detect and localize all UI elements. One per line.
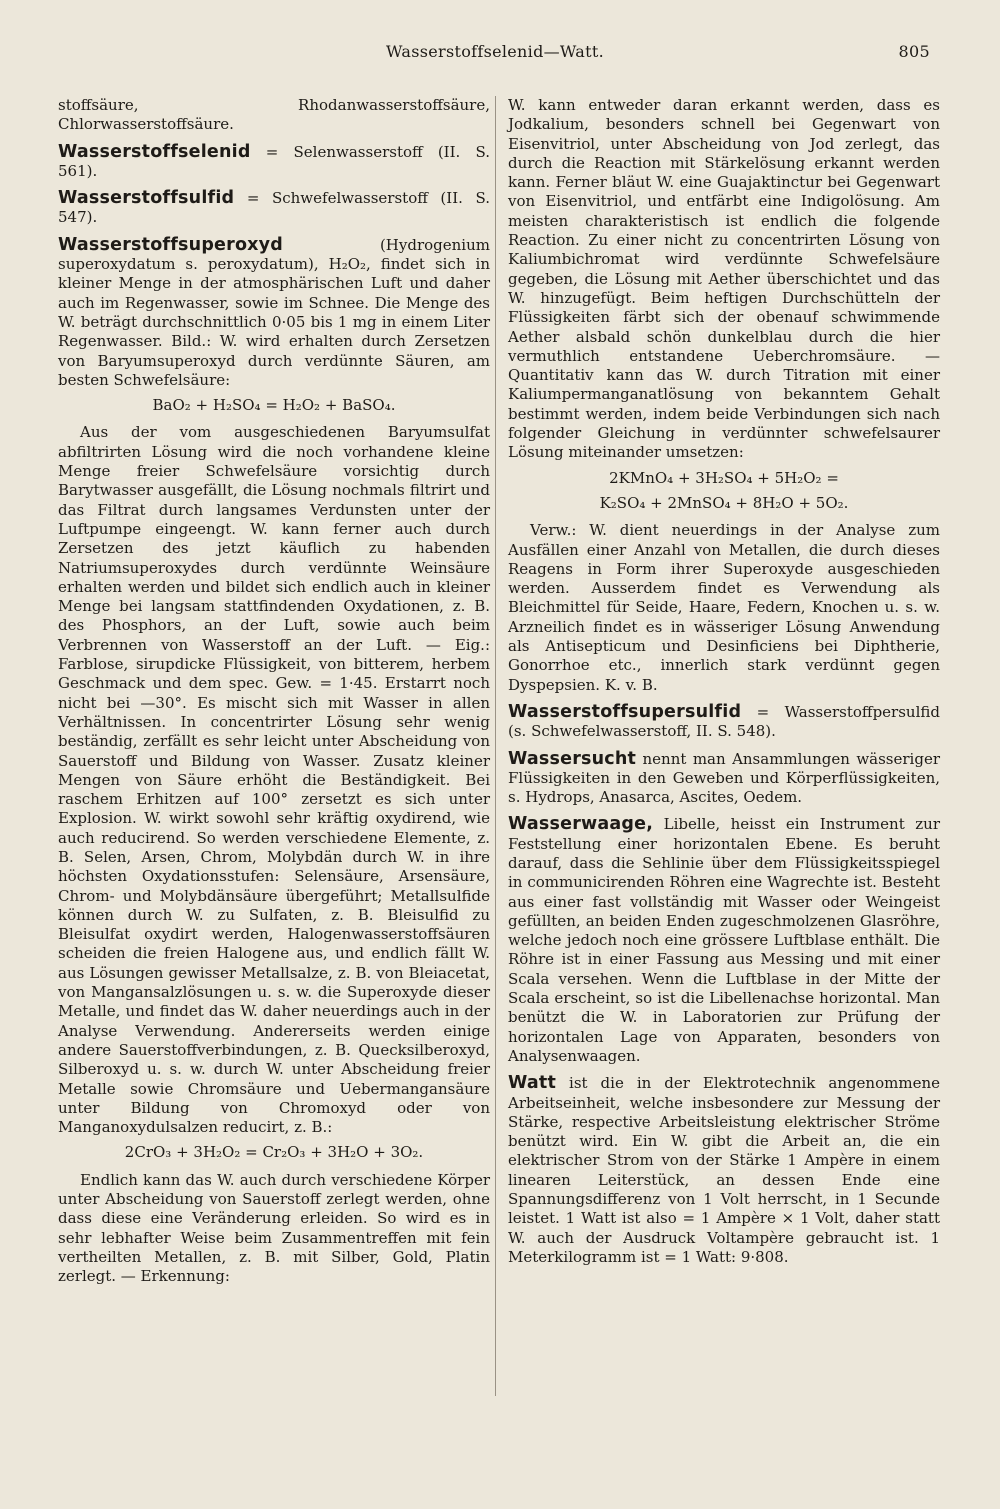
column-divider [495,96,496,1396]
entry-wasserstoffsulfid [58,189,490,228]
headword: Wasserwaage, [508,814,654,835]
headword: Wasserstoffsulfid [58,188,235,209]
header-title: Wasserstoffselenid—Watt. [386,42,604,61]
headword: Wasserstoffselenid [58,141,251,162]
running-header [60,42,930,72]
entry-wasserwaage [508,815,940,1066]
entry-text: = Selenwasserstoff (II. S. 561). [58,142,490,180]
entry-text: Libelle, heisst ein Instrument zur Feststellung einer horizontalen Ebene. Es beruht darauf, dass die Sehlinie über dem Flüssigkeitsspiegel in communicirenden Röhren eine Wagrechte ist. Besteht aus einer fast vollständig mit Wasser oder Weingeist gefüllten, an beiden Enden zugeschmolzenen Glasröhre, welche jedoch noch eine grössere Luftblase enthält. Die Röhre ist in einer Fassung aus Messing und mit einer Scala versehen. Wenn die Luftblase in der Mitte der Scala erscheint, so ist die Libellenachse horizontal. Man benützt die W. in Laboratorien zur Prüfung der horizontalen Lage von Apparaten, besonders von Analysenwaagen. [508,815,940,1065]
paragraph: Verw.: W. dient neuerdings in der Analyse zum Ausfällen einer Anzahl von Metallen, die durch dieses Reagens in Form ihrer Superoxyde ausgeschieden werden. Ausserdem findet es Verwendung als Bleichmittel für Seide, Haare, Federn, Knochen u. s. w. Arzneilich findet es in wässeriger Lösung Anwendung als Antisepticum und Desinficiens bei Diphtherie, Gonorrhoe etc., innerlich stark verdünnt gegen Dyspepsien. K. v. B. [508,521,940,694]
headword: Watt [508,1073,557,1094]
paragraph: Aus der vom ausgeschiedenen Baryumsulfat abfiltrirten Lösung wird die noch vorhandene kleine Menge freier Schwefelsäure vorsichtig durch Barytwasser ausgefällt, die Lösung nochmals filtrirt und das Filtrat durch langsames Verdunsten unter der Luftpumpe eingeengt. W. kann ferner auch durch Zersetzen des jetzt käuflich zu habenden Natriumsuperoxydes durch verdünnte Weinsäure erhalten werden und bildet sich endlich auch in kleiner Menge bei langsam stattfindenden Oxydationen, z. B. des Phosphors, an der Luft, sowie auch beim Verbrennen von Wasserstoff an der Luft. — Eig.: Farblose, sirupdicke Flüssigkeit, von bitterem, herbem Geschmack und dem spec. Gew. = 1·45. Erstarrt noch nicht bei —30°. Es mischt sich mit Wasser in allen Verhältnissen. In concentrirter Lösung sehr wenig beständig, zerfällt es sehr leicht unter Abscheidung von Sauerstoff und Bildung von Wasser. Zusatz kleiner Mengen von Säure erhöht die Beständigkeit. Bei raschem Erhitzen auf 100° zersetzt es sich unter Explosion. W. wirkt sowohl sehr kräftig oxydirend, wie auch reducirend. So werden verschiedene Elemente, z. B. Selen, Arsen, Chrom, Molybdän durch W. in ihre höchsten Oxydationsstufen: Selensäure, Arsensäure, Chrom- und Molybdänsäure übergeführt; Metallsulfide können durch W. zu Sulfaten, z. B. Bleisulfid zu Bleisulfat oxydirt werden, Halogenwasserstoffsäuren scheiden die freien Halogene aus, und endlich fällt W. aus Lösungen gewisser Metallsalze, z. B. von Bleiacetat, von Mangansalzlösungen u. s. w. die Superoxyde dieser Metalle, und findet das W. daher neuerdings auch in der Analyse Verwendung. Andererseits werden einige andere Sauerstoffverbindungen, z. B. Quecksilberoxyd, Silberoxyd u. s. w. durch W. unter Abscheidung freier Metalle sowie Chromsäure und Uebermangansäure unter Bildung von Chromoxyd oder von Manganoxydulsalzen reducirt, z. B.: [58,423,490,1137]
formula-permanganat-line2: K₂SO₄ + 2MnSO₄ + 8H₂O + 5O₂. [599,493,849,512]
headword: Wasserstoffsuperoxyd [58,234,283,255]
entry-text: (Hydrogenium superoxydatum s. peroxydatum), H₂O₂, findet sich in kleiner Menge in der atmosphärischen Luft und daher auch im Regenwasser, sowie im Schnee. Die Menge des W. beträgt durchschnittlich 0·05 bis 1 mg in einem Liter Regenwasser. Bild.: W. wird erhalten durch Zersetzen von Baryumsuperoxyd durch verdünnte Säuren, am besten Schwefelsäure: [58,235,490,389]
entry-wasserstoffsupersulfid [508,703,940,742]
entry-text: = Schwefelwasserstoff (II. S. 547). [58,189,490,227]
entry-wasserstoffselenid [58,143,490,182]
formula-chromsaeure: 2CrO₃ + 3H₂O₂ = Cr₂O₃ + 3H₂O + 3O₂. [124,1143,424,1162]
page-number: 805 [898,42,930,61]
formula-baryumsuperoxyd: BaO₂ + H₂SO₄ = H₂O₂ + BaSO₄. [152,396,396,415]
right-column [508,96,940,1273]
headword: Wasserstoffsupersulfid [508,701,742,722]
entry-watt [508,1074,940,1267]
entry-wassersucht [508,750,940,808]
continued-text: stoffsäure, Rhodanwasserstoffsäure, Chlorwasserstoffsäure. [58,96,490,134]
left-column [58,96,490,1293]
formula-permanganat-line1: 2KMnO₄ + 3H₂SO₄ + 5H₂O₂ = [609,468,839,487]
entry-text: ist die in der Elektrotechnik angenommene Arbeitseinheit, welche insbesondere zur Messung der Stärke, respective Arbeitsleistung elektrischer Ströme benützt wird. Ein W. gibt die Arbeit an, die ein elektrischer Strom von der Stärke 1 Ampère in einem linearen Leiterstück, an dessen Ende eine Spannungsdifferenz von 1 Volt herrscht, in 1 Secunde leistet. 1 Watt ist also = 1 Ampère × 1 Volt, daher statt W. auch der Ausdruck Voltampère gebraucht ist. 1 Meterkilogramm ist = 1 Watt: 9·808. [508,1074,940,1266]
paragraph: W. kann entweder daran erkannt werden, dass es Jodkalium, besonders schnell bei Gegenwart von Eisenvitriol, unter Abscheidung von Jod zerlegt, das durch die Reaction mit Stärkelösung erkannt werden kann. Ferner bläut W. eine Guajaktinctur bei Gegenwart von Eisenvitriol, und entfärbt eine Indigolösung. Am meisten charakteristisch ist endlich die folgende Reaction. Zu einer nicht zu concentrirten Lösung von Kaliumbichromat wird verdünnte Schwefelsäure gegeben, die Lösung mit Aether überschichtet und das W. hinzugefügt. Beim heftigen Durchschütteln der Flüssigkeiten färbt sich der obenauf schwimmende Aether alsbald schön dunkelblau durch die hier vermuthlich entstandene Ueberchromsäure. — Quantitativ kann das W. durch Titration mit einer Kaliumpermanganatlösung von bekanntem Gehalt bestimmt werden, indem beide Verbindungen sich nach folgender Gleichung in verdünnter schwefelsaurer Lösung miteinander umsetzen: [508,96,940,462]
paragraph: Endlich kann das W. auch durch verschiedene Körper unter Abscheidung von Sauerstoff zerlegt werden, ohne dass diese eine Veränderung erleiden. So wird es in sehr lebhafter Weise beim Zusammentreffen mit fein vertheilten Metallen, z. B. mit Silber, Gold, Platin zerlegt. — Erkennung: [58,1170,490,1286]
headword: Wassersucht [508,748,637,769]
entry-wasserstoffsuperoxyd [58,236,490,390]
entry-text: = Wasserstoffpersulfid (s. Schwefelwasserstoff, II. S. 548). [508,702,940,741]
entry-text: nennt man Ansammlungen wässeriger Flüssigkeiten in den Geweben und Körperflüssigkeiten, s. Hydrops, Anasarca, Ascites, Oedem. [508,749,940,807]
